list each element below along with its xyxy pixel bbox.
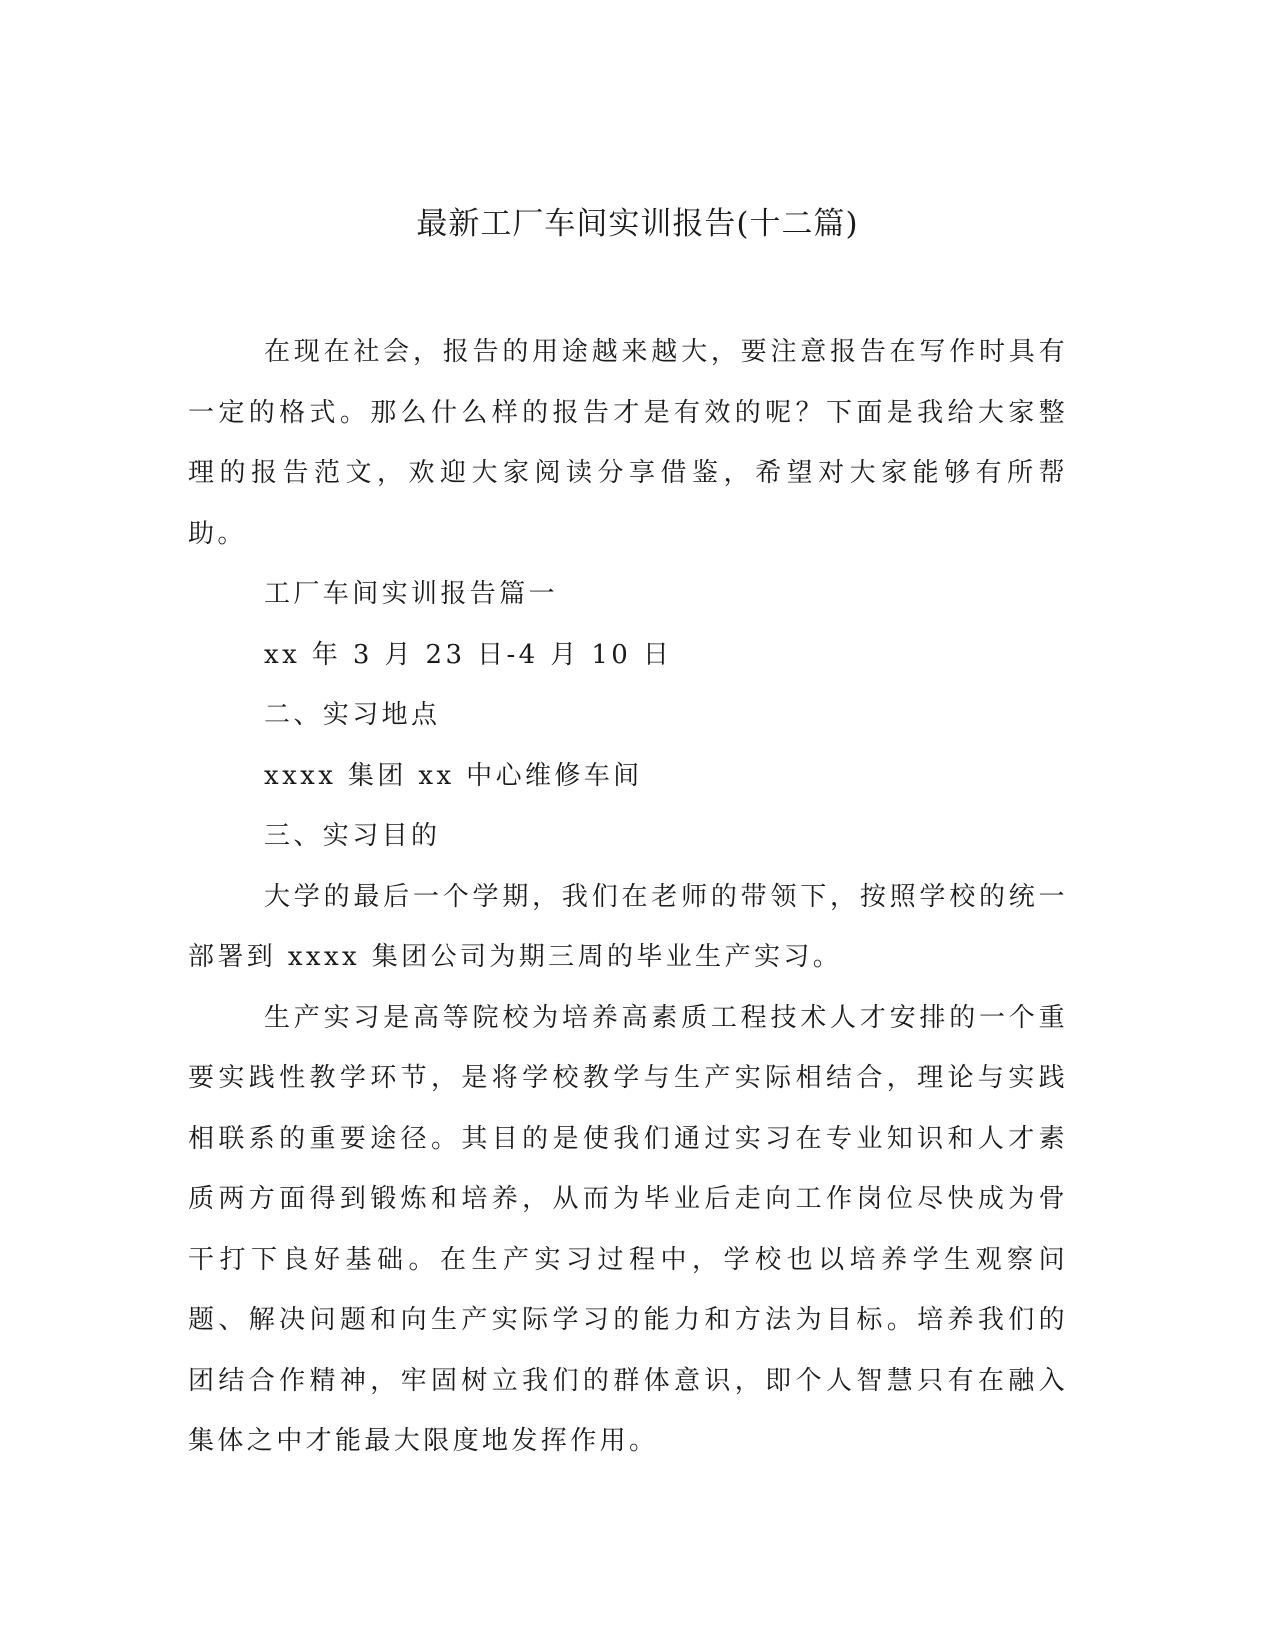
- section-heading-purpose: 三、实习目的: [264, 821, 441, 851]
- intro-paragraph: 在现在社会，报告的用途越来越大，要注意报告在写作时具有一定的格式。那么什么样的报告才是有效的呢？下面是我给大家整理的报告范文，欢迎大家阅读分享借鉴，希望对大家能够有所帮助。: [188, 337, 1068, 549]
- document-body: [188, 322, 1068, 1472]
- purpose-paragraph-1: 大学的最后一个学期，我们在老师的带领下，按照学校的统一部署到 xxxx 集团公司为期三周的毕业生产实习。: [188, 881, 1068, 972]
- section-heading-part-one: 工厂车间实训报告篇一: [264, 579, 559, 609]
- purpose-paragraph-2: 生产实习是高等院校为培养高素质工程技术人才安排的一个重要实践性教学环节，是将学校教学与生产实际相结合，理论与实践相联系的重要途径。其目的是使我们通过实习在专业知识和人才素质两方面得到锻炼和培养，从而为毕业后走向工作岗位尽快成为骨干打下良好基础。在生产实习过程中，学校也以培养学生观察问题、解决问题和向生产实际学习的能力和方法为目标。培养我们的团结合作精神，牢固树立我们的群体意识，即个人智慧只有在融入集体之中才能最大限度地发挥作用。: [188, 1002, 1068, 1456]
- internship-location: xxxx 集团 xx 中心维修车间: [264, 760, 643, 791]
- section-heading-location: 二、实习地点: [264, 700, 441, 730]
- document-title: 最新工厂车间实训报告(十二篇): [416, 206, 859, 242]
- internship-dates: xx 年 3 月 23 日-4 月 10 日: [264, 639, 673, 670]
